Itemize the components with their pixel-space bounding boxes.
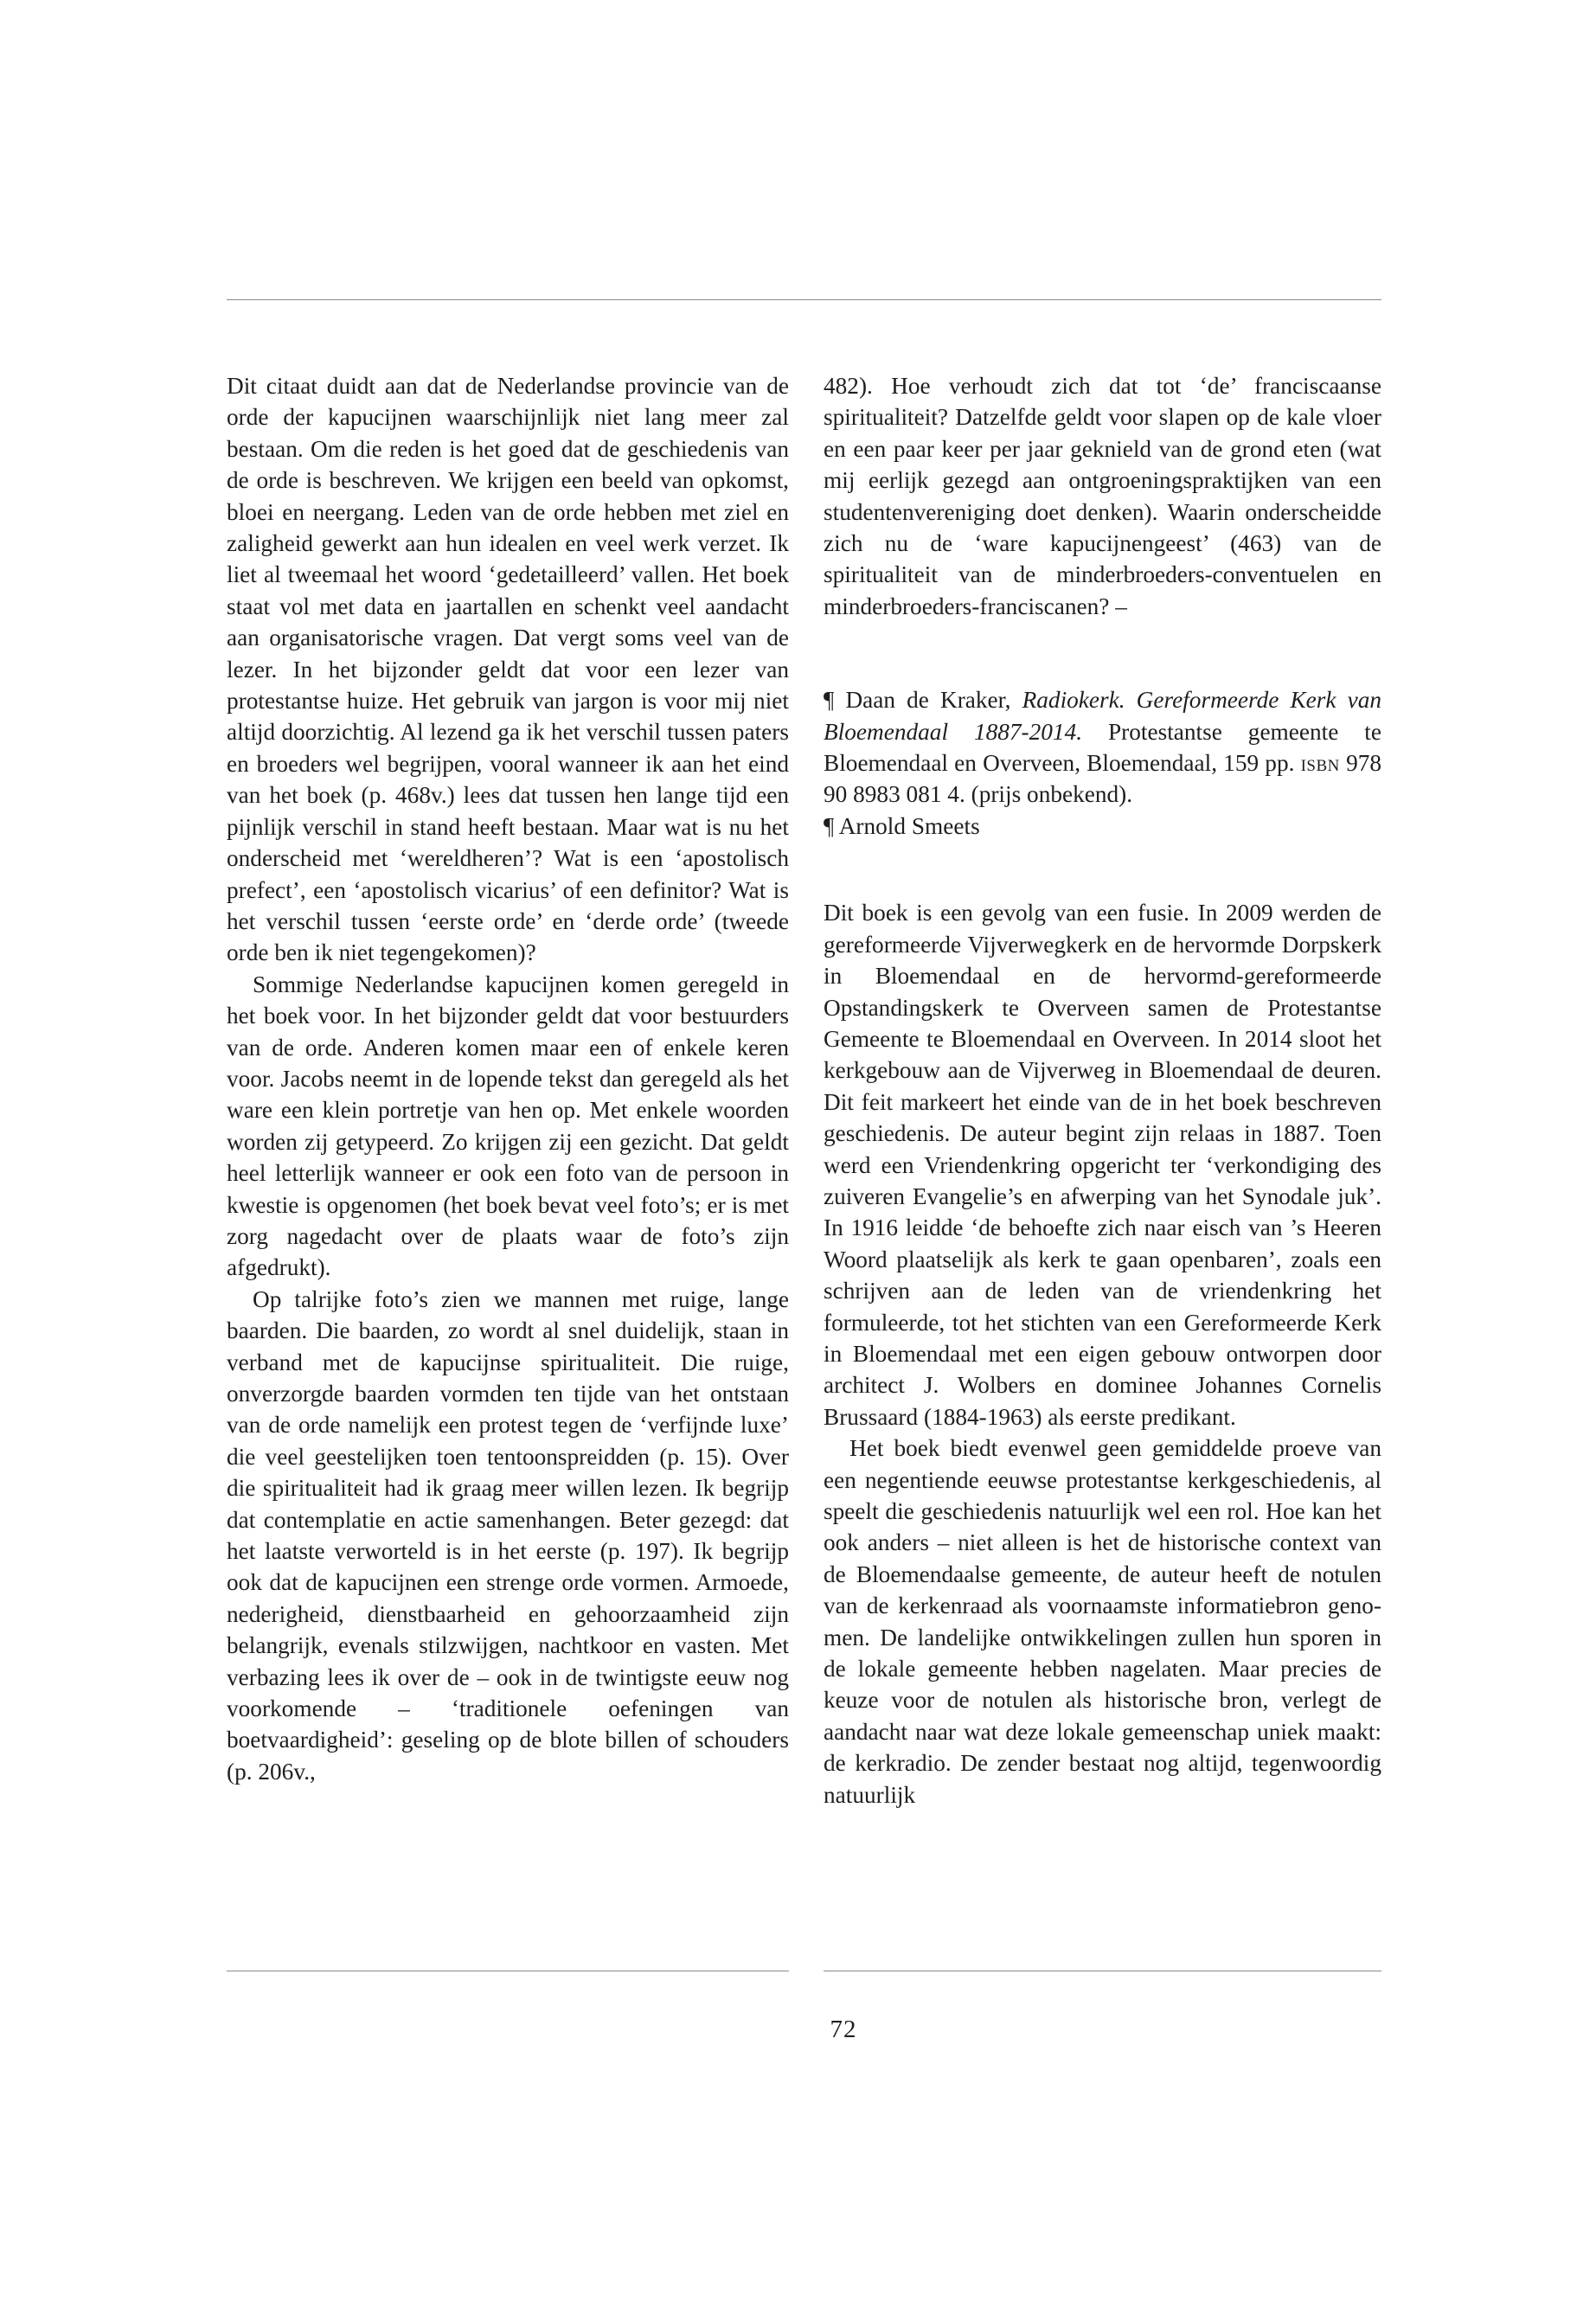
body-paragraph: Het boek biedt evenwel geen gemiddelde proeve van een negentiende eeuwse protestantse kerkgeschiedenis, al speelt die geschiedenis natuurlijk wel een rol. Hoe kan het ook anders – niet alleen is het de historische context van de Bloemendaalse gemeente, de auteur heeft de notulen van de kerkenraad als voornaamste informatiebron genomen. De landelijke ontwikkelingen zullen hun sporen in de lokale gemeente hebben nagelaten. Maar precies de keuze voor de notulen als historische bron, verlegt de aandacht naar wat deze lokale gemeenschap uniek maakt: de kerkradio. De zender bestaat nog altijd, tegenwoordig natuurlijk [824,1435,1381,1808]
reviewer-name: Arnold Smeets [838,812,980,839]
review-isbn: 978 90 8983 081 4. (prijs onbekend). [824,750,1382,808]
pilcrow-mark: ¶ [824,687,835,714]
review-book-title: Radiokerk. Gereformeerde Kerk van Bloemendaal 1887-2014. [824,687,1382,745]
section-gap [824,622,1381,684]
pilcrow-mark: ¶ [824,812,835,839]
review-publisher: Protestantse gemeente te Bloemendaal en Overveen, Bloemendaal, 159 pp. [824,718,1381,777]
body-paragraph: Dit citaat duidt aan dat de Nederlandse provincie van de orde der kapucijnen waarschijnlijk niet lang meer zal bestaan. Om die reden is het goed dat de geschiedenis van de orde is beschreven. We krijgen een beeld van opkomst, bloei en neergang. Leden van de orde hebben met ziel en zaligheid gewerkt aan hun idealen en veel werk verzet. Ik liet al tweemaal het woord ‘gedetailleerd’ vallen. Het boek staat vol met data en jaartallen en schenkt veel aandacht aan organisatorische vragen. Dat vergt soms veel van de lezer. In het bijzonder geldt dat voor een lezer van protestantse huize. Het gebruik van jargon is voor mij niet altijd doorzichtig. Al lezend ga ik het verschil tussen paters en broeders wel begrijpen, vooral wanneer ik aan het eind van het boek (p. 468v.) lees dat tussen hen lange tijd een pijnlijk verschil in stand heeft bestaan. Maar wat is nu het onderscheid met ‘wereldheren’? Wat is een ‘apostolisch prefect’, een ‘apostolisch vicarius’ of een definitor? Wat is het verschil tussen ‘eerste orde’ en ‘derde orde’ (tweede orde ben ik niet tegengekomen)? [227,373,789,966]
section-gap [824,842,1381,897]
header-rule [227,299,1381,300]
left-column [227,370,789,1787]
right-column [824,370,1381,1811]
body-paragraph: Sommige Nederlandse kapucijnen komen geregeld in het boek voor. In het bijzonder geldt dat voor bestuurders van de orde. Anderen komen maar een of enkele keren voor. Jacobs neemt in de lopende tekst dan geregeld als het ware een klein portretje van hen op. Met enkele woorden worden zij getypeerd. Zo krijgen zij een gezicht. Dat geldt heel letterlijk wanneer er ook een foto van de persoon in kwestie is opgenomen (het boek bevat veel foto’s; er is met zorg nagedacht over de plaats waar de foto’s zijn afgedrukt). [227,971,789,1281]
review-heading [824,684,1381,811]
page-number: 72 [830,2016,857,2043]
review-book-author: Daan de Kraker, [845,687,1011,714]
body-paragraph: Dit boek is een gevolg van een fusie. In 2009 werden de gereformeerde Vijverwegkerk en de hervormde Dorpskerk in Bloemendaal en de hervormd-gereformeerde Opstandingskerk te Overveen samen de Protestantse Gemeente te Bloemendaal en Overveen. In 2014 sloot het kerkgebouw aan de Vijverweg in Bloemendaal de deuren. Dit feit markeert het einde van de in het boek beschreven geschiedenis. De auteur begint zijn relaas in 1887. Toen werd een Vriendenkring opgericht ter ‘verkondiging des zuiveren Evangelie’s en afwerping van het Synodale juk’. In 1916 leidde ‘de behoefte zich naar eisch van ’s Heeren Woord plaatselijk als kerk te gaan openbaren’, zoals een schrijven aan de leden van de vriendenkring het formuleerde, tot het stichten van een Gereformeerde Kerk in Bloemendaal met een eigen gebouw ontworpen door architect J. Wolbers en dominee Johannes Cornelis Brussaard (1884-1963) als eerste predikant. [824,900,1381,1430]
body-paragraph: Op talrijke foto’s zien we mannen met ruige, lange baarden. Die baarden, zo wordt al snel duidelijk, staan in verband met de kapucijnse spiritualiteit. Die ruige, onverzorgde baarden vormden ten tijde van het ontstaan van de orde namelijk een protest tegen de ‘verfijnde luxe’ die veel geestelijken toen tentoonspreidden (p. 15). Over die spiritualiteit had ik graag meer willen lezen. Ik begrijp dat contemplatie en actie samenhangen. Beter gezegd: dat het laatste verworteld is in het eerste (p. 197). Ik begrijp ook dat de kapucijnen een strenge orde vormen. Armoede, nederigheid, dienstbaarheid en gehoorzaamheid zijn belangrijk, evenals stilzwijgen, nachtkoor en vasten. Met verbazing lees ik over de – ook in de twintigste eeuw nog voorkomende – ‘traditionele oefeningen van boetvaardigheid’: geseling op de blote billen of schouders (p. 206v., [227,1285,789,1785]
isbn-label: isbn [1300,750,1340,777]
body-paragraph-continuation: 482). Hoe verhoudt zich dat tot ‘de’ franciscaanse spiritualiteit? Datzelfde geldt voor slapen op de kale vloer en een paar keer per jaar geknield van de grond eten (wat mij eerlijk gezegd aan ontgroeningspraktijken van een studentenvereniging doet denken). Waarin onderscheidde zich nu de ‘ware kapucijnengeest’ (463) van de spiritualiteit van de minderbroeders-conventuelen en minderbroeders-franciscanen? – [824,373,1381,619]
review-reviewer-line [824,811,1381,842]
